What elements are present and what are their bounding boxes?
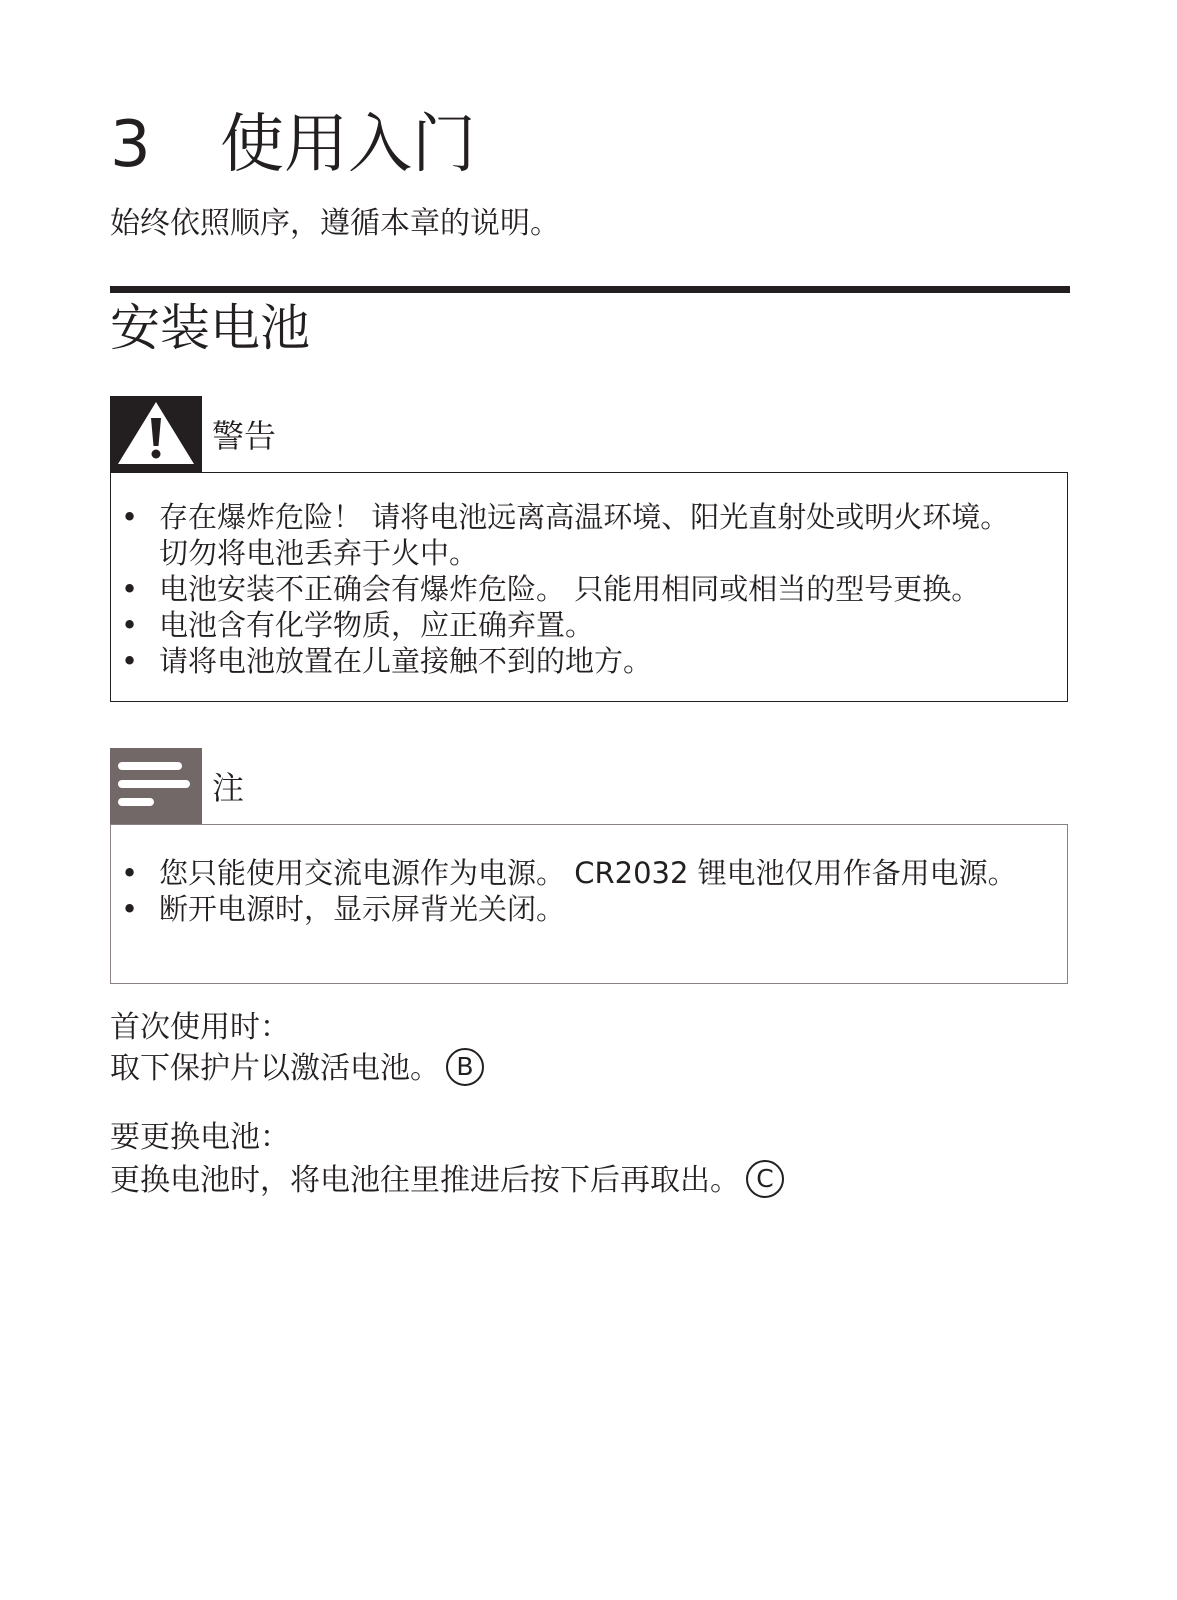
- chapter-title: 使用入门: [220, 108, 476, 182]
- note-label: 注: [212, 769, 245, 807]
- warning-item: • 电池含有化学物质，应正确弃置。: [111, 607, 1067, 643]
- first-use-heading: 首次使用时：: [110, 1010, 290, 1045]
- warning-item: • 电池安装不正确会有爆炸危险。 只能用相同或相当的型号更换。: [111, 571, 1067, 607]
- replace-battery-text: 更换电池时，将电池往里推进后按下后再取出。: [110, 1163, 740, 1198]
- replace-battery-heading: 要更换电池：: [110, 1120, 290, 1155]
- warning-item: • 请将电池放置在儿童接触不到的地方。: [111, 643, 1067, 679]
- note-item: • 断开电源时，显示屏背光关闭。: [111, 891, 1067, 927]
- warning-box: [110, 472, 1068, 702]
- warning-list: [111, 499, 1067, 679]
- first-use-instruction: [110, 1046, 484, 1092]
- note-lines-icon: [110, 748, 202, 824]
- note-item: • 您只能使用交流电源作为电源。 CR2032 锂电池仅用作备用电源。: [111, 855, 1067, 891]
- first-use-text: 取下保护片以激活电池。: [110, 1051, 440, 1086]
- note-list: [111, 855, 1067, 927]
- warning-triangle-icon: [110, 396, 202, 472]
- warning-label: 警告: [212, 417, 277, 455]
- note-box: [110, 824, 1068, 984]
- figure-ref-c: C: [746, 1160, 784, 1198]
- section-title: 安装电池: [110, 299, 310, 357]
- chapter-number: 3: [110, 108, 151, 182]
- warning-item: • 存在爆炸危险！ 请将电池远离高温环境、阳光直射处或明火环境。 切勿将电池丢弃于火中。: [111, 499, 1067, 571]
- replace-battery-instruction: [110, 1158, 784, 1204]
- chapter-intro: 始终依照顺序，遵循本章的说明。: [110, 206, 560, 241]
- chapter-heading: [110, 100, 476, 190]
- figure-ref-b: B: [446, 1048, 484, 1086]
